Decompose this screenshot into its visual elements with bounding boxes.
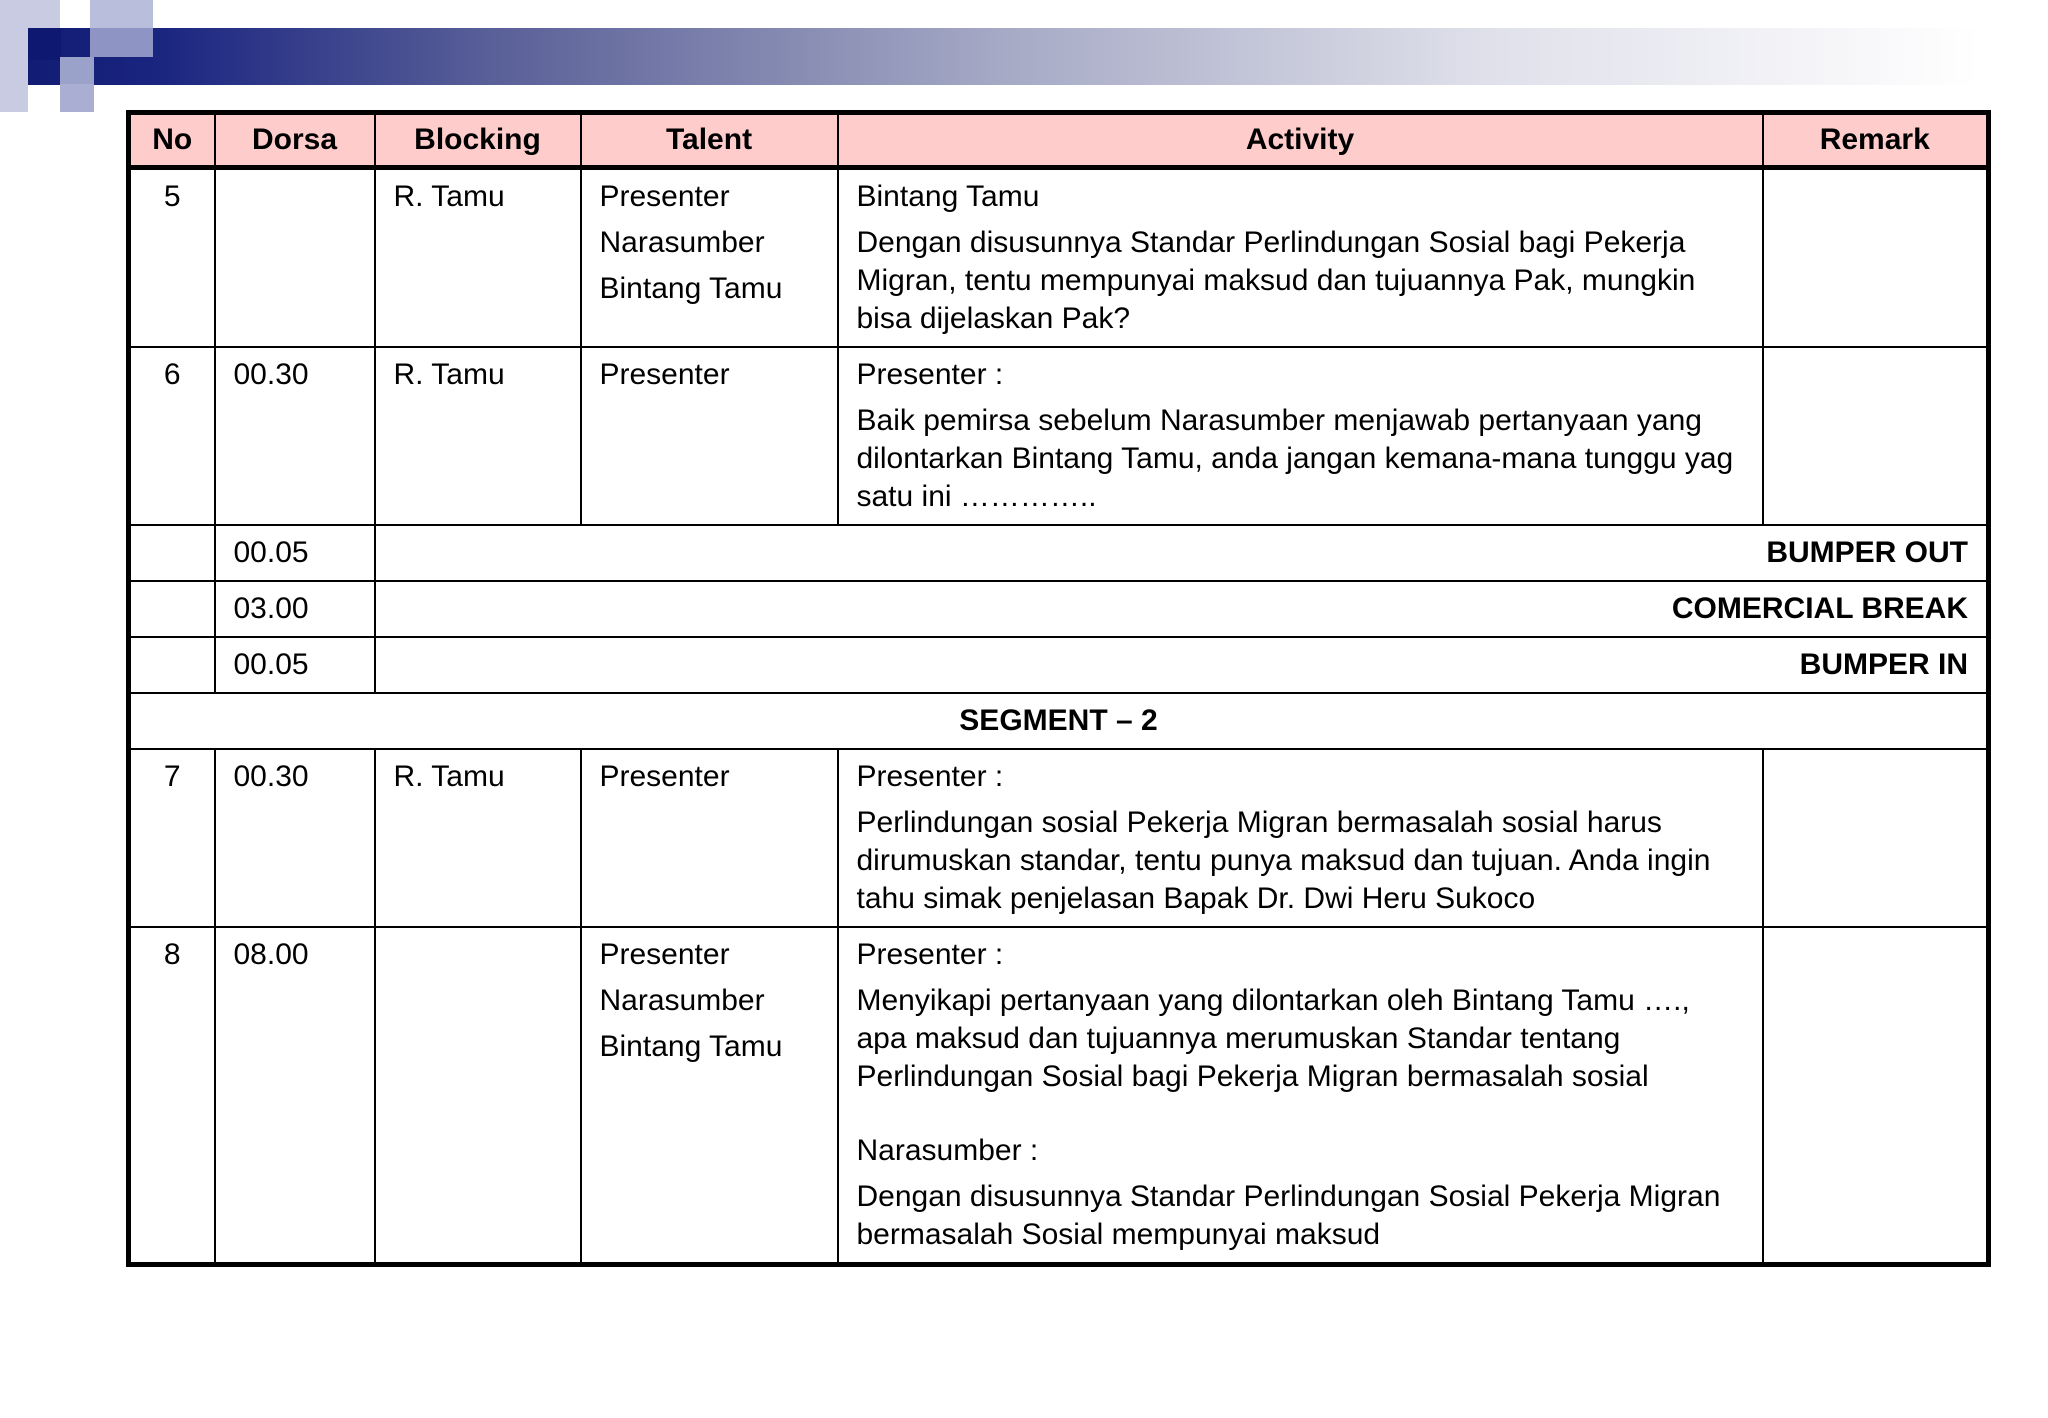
activity-block — [857, 1132, 1744, 1254]
activity-speaker: Presenter : — [856, 760, 1004, 793]
header-gradient-bar — [0, 28, 1980, 85]
activity-text: Perlindungan sosial Pekerja Migran bermasalah sosial harus dirumuskan standar, tentu punya maksud dan tujuan. Anda ingin tahu simak penjelasan Bapak Dr. Dwi Heru Sukoco — [856, 806, 1711, 915]
deco-square — [0, 0, 60, 28]
activity-block — [857, 936, 1744, 1096]
cell-blocking: R. Tamu — [375, 168, 581, 348]
table-row — [129, 749, 1989, 927]
deco-square — [28, 28, 61, 60]
header-remark: Remark — [1763, 113, 1989, 168]
cell-activity — [838, 347, 1763, 525]
activity-text: Dengan disusunnya Standar Perlindungan Sosial Pekerja Migran bermasalah Sosial mempunyai maksud — [856, 1180, 1721, 1251]
cell-blocking: R. Tamu — [375, 749, 581, 927]
cell-remark — [1763, 168, 1989, 348]
table-row-commercial-break — [129, 581, 1989, 637]
cell-no: 8 — [129, 927, 215, 1265]
cell-activity — [838, 168, 1763, 348]
talent-item: Bintang Tamu — [599, 1030, 783, 1063]
bumper-out-label: BUMPER OUT — [375, 525, 1989, 581]
table-row-bumper-in — [129, 637, 1989, 693]
talent-item: Narasumber — [599, 984, 765, 1017]
cell-no — [129, 581, 215, 637]
table-header-row — [129, 113, 1989, 168]
activity-text: Baik pemirsa sebelum Narasumber menjawab pertanyaan yang dilontarkan Bintang Tamu, anda jangan kemana-mana tunggu yag satu ini ………….. — [856, 404, 1734, 513]
cell-talent — [581, 168, 838, 348]
rundown-table — [126, 110, 1991, 1267]
activity-speaker: Presenter : — [856, 938, 1004, 971]
activity-text: Dengan disusunnya Standar Perlindungan Sosial bagi Pekerja Migran, tentu mempunyai maksud dan tujuannya Pak, mungkin bisa dijelaskan Pak? — [856, 226, 1696, 335]
talent-item: Presenter — [599, 358, 730, 391]
cell-talent — [581, 927, 838, 1265]
cell-talent — [581, 347, 838, 525]
talent-item: Narasumber — [599, 226, 765, 259]
header-blocking: Blocking — [375, 113, 581, 168]
activity-speaker: Presenter : — [856, 358, 1004, 391]
cell-dorsa: 00.05 — [215, 525, 375, 581]
cell-activity — [838, 927, 1763, 1265]
cell-no — [129, 637, 215, 693]
cell-remark — [1763, 749, 1989, 927]
cell-no: 6 — [129, 347, 215, 525]
cell-blocking: R. Tamu — [375, 347, 581, 525]
header-talent: Talent — [581, 113, 838, 168]
cell-no: 7 — [129, 749, 215, 927]
talent-item: Bintang Tamu — [599, 272, 783, 305]
table-row — [129, 927, 1989, 1265]
talent-item: Presenter — [599, 760, 730, 793]
deco-square — [90, 0, 153, 28]
cell-dorsa: 03.00 — [215, 581, 375, 637]
talent-item: Presenter — [599, 938, 730, 971]
cell-no — [129, 525, 215, 581]
header-no: No — [129, 113, 215, 168]
table-row-segment — [129, 693, 1989, 749]
activity-speaker: Bintang Tamu — [856, 180, 1040, 213]
table-row — [129, 347, 1989, 525]
activity-text: Menyikapi pertanyaan yang dilontarkan oleh Bintang Tamu …., apa maksud dan tujuannya merumuskan Standar tentang Perlindungan Sosial bagi Pekerja Migran bermasalah sosial — [856, 984, 1690, 1093]
header-dorsa: Dorsa — [215, 113, 375, 168]
activity-speaker: Narasumber : — [856, 1134, 1039, 1167]
cell-dorsa: 00.30 — [215, 749, 375, 927]
cell-dorsa — [215, 168, 375, 348]
cell-activity — [838, 749, 1763, 927]
table-row — [129, 168, 1989, 348]
cell-blocking — [375, 927, 581, 1265]
deco-square — [90, 28, 153, 57]
cell-dorsa: 00.30 — [215, 347, 375, 525]
deco-square — [0, 28, 28, 112]
segment-label: SEGMENT – 2 — [129, 693, 1989, 749]
cell-dorsa: 00.05 — [215, 637, 375, 693]
cell-remark — [1763, 347, 1989, 525]
cell-no: 5 — [129, 168, 215, 348]
header-activity: Activity — [838, 113, 1763, 168]
commercial-break-label: COMERCIAL BREAK — [375, 581, 1989, 637]
talent-item: Presenter — [599, 180, 730, 213]
table-row-bumper-out — [129, 525, 1989, 581]
deco-square — [60, 84, 94, 112]
cell-dorsa: 08.00 — [215, 927, 375, 1265]
cell-remark — [1763, 927, 1989, 1265]
bumper-in-label: BUMPER IN — [375, 637, 1989, 693]
cell-talent — [581, 749, 838, 927]
